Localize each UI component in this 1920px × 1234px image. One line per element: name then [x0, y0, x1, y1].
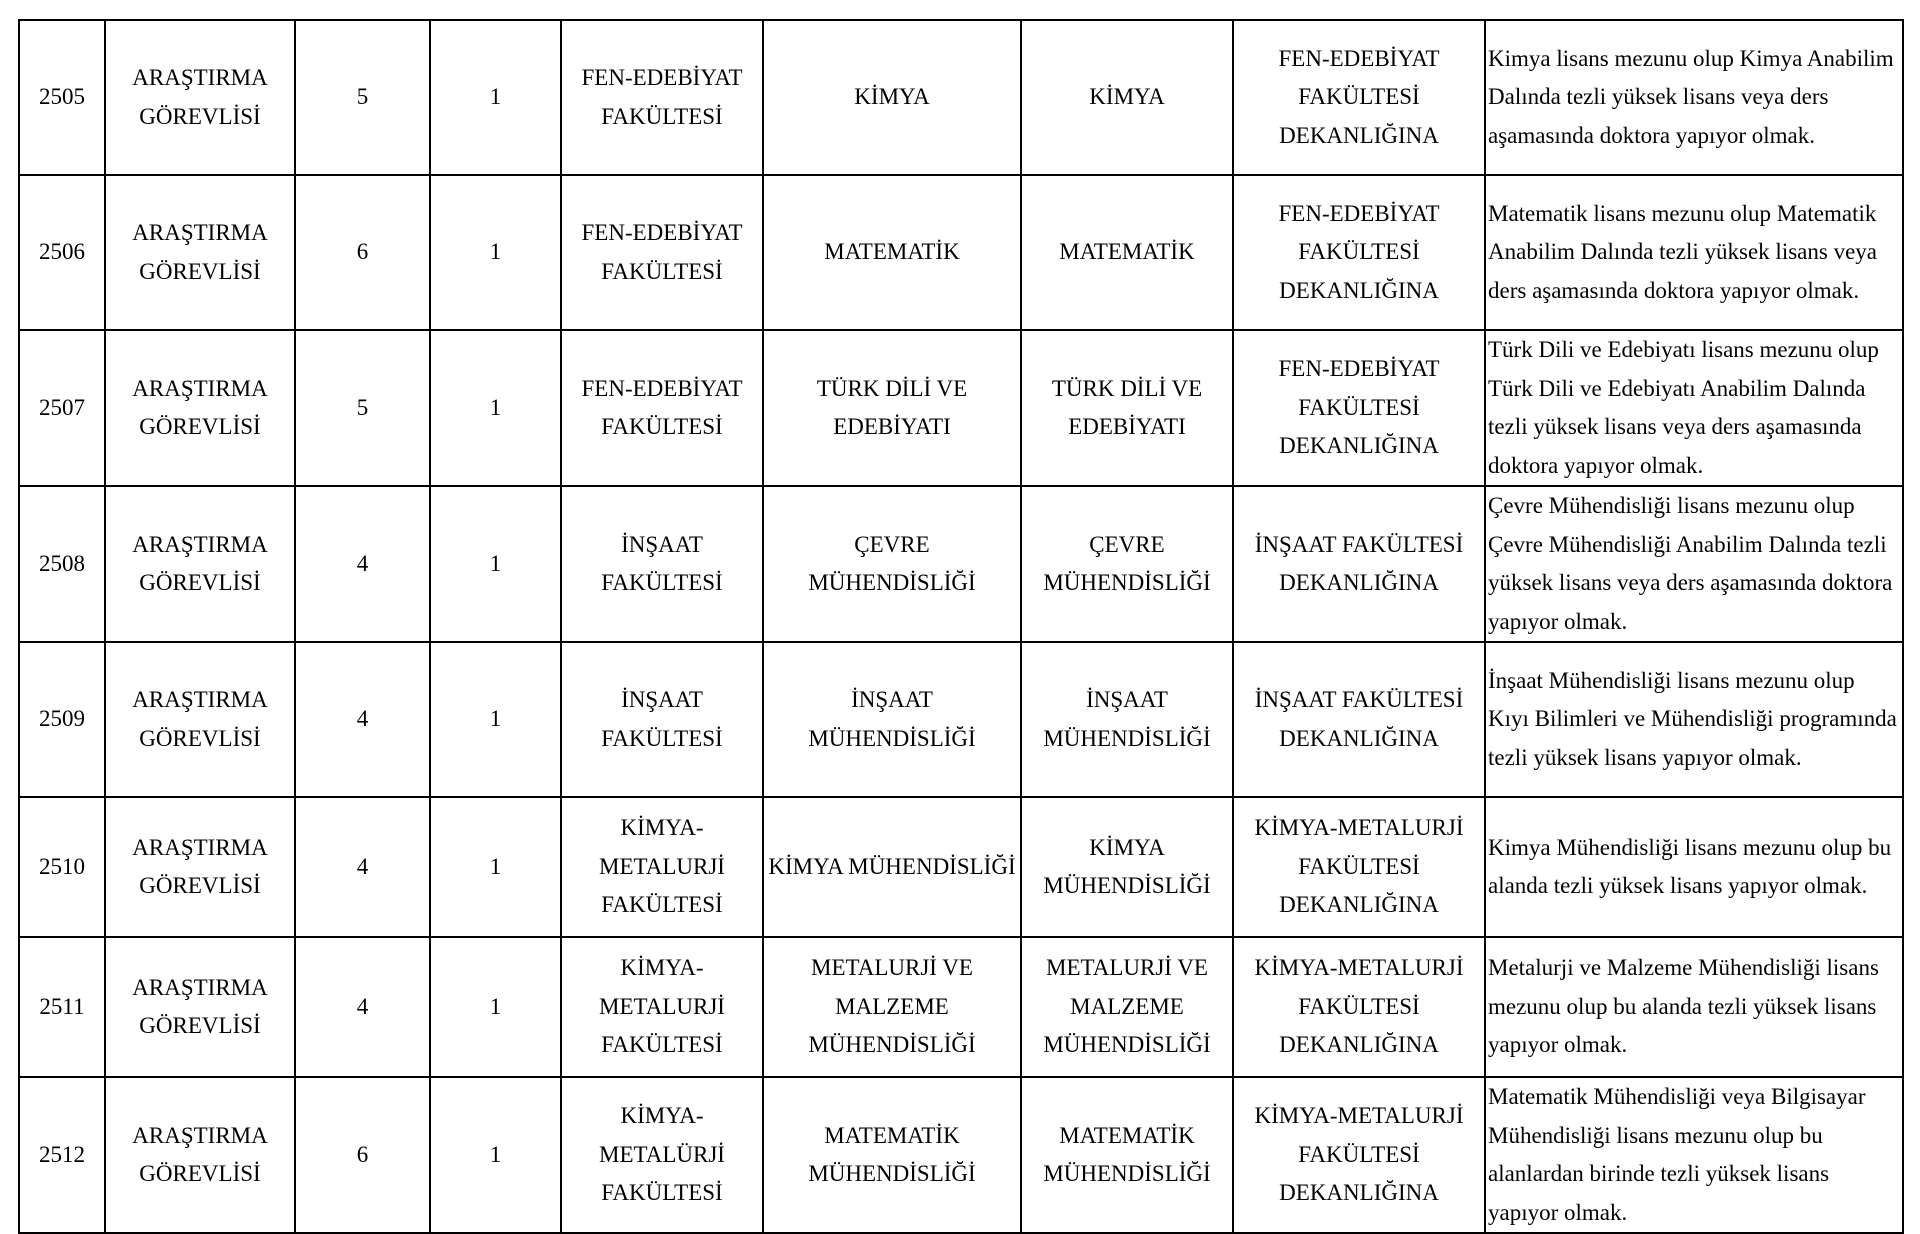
cell-unvan: ARAŞTIRMA GÖREVLİSİ [105, 330, 295, 486]
cell-birim: KİMYA-METALURJİ FAKÜLTESİ [561, 937, 763, 1077]
cell-aciklama: İnşaat Mühendisliği lisans mezunu olup Kıyı Bilimleri ve Mühendisliği programında tezli yüksek lisans yapıyor olmak. [1485, 642, 1903, 797]
cell-unvan: ARAŞTIRMA GÖREVLİSİ [105, 486, 295, 642]
cell-birim: İNŞAAT FAKÜLTESİ [561, 642, 763, 797]
cell-bolum: ÇEVRE MÜHENDİSLİĞİ [763, 486, 1021, 642]
cell-birim: KİMYA-METALÜRJİ FAKÜLTESİ [561, 1077, 763, 1233]
cell-anabilim-dali: TÜRK DİLİ VE EDEBİYATI [1021, 330, 1233, 486]
table-row [19, 937, 1903, 1077]
cell-ilan-no: 2511 [19, 937, 105, 1077]
cell-aciklama: Matematik Mühendisliği veya Bilgisayar Mühendisliği lisans mezunu olup bu alanlardan birinde tezli yüksek lisans yapıyor olmak. [1485, 1077, 1903, 1233]
cell-anabilim-dali: MATEMATİK MÜHENDİSLİĞİ [1021, 1077, 1233, 1233]
table-row [19, 1077, 1903, 1233]
cell-adet: 1 [430, 1077, 561, 1233]
cell-unvan: ARAŞTIRMA GÖREVLİSİ [105, 642, 295, 797]
cell-derece: 4 [295, 486, 430, 642]
cell-basvuru-yeri: KİMYA-METALURJİ FAKÜLTESİ DEKANLIĞINA [1233, 1077, 1485, 1233]
cell-adet: 1 [430, 642, 561, 797]
cell-bolum: MATEMATİK MÜHENDİSLİĞİ [763, 1077, 1021, 1233]
cell-ilan-no: 2508 [19, 486, 105, 642]
cell-basvuru-yeri: İNŞAAT FAKÜLTESİ DEKANLIĞINA [1233, 642, 1485, 797]
cell-anabilim-dali: ÇEVRE MÜHENDİSLİĞİ [1021, 486, 1233, 642]
cell-adet: 1 [430, 175, 561, 330]
cell-basvuru-yeri: FEN-EDEBİYAT FAKÜLTESİ DEKANLIĞINA [1233, 175, 1485, 330]
cell-adet: 1 [430, 20, 561, 175]
cell-derece: 6 [295, 1077, 430, 1233]
cell-adet: 1 [430, 486, 561, 642]
table-row [19, 797, 1903, 937]
table-row [19, 175, 1903, 330]
cell-basvuru-yeri: KİMYA-METALURJİ FAKÜLTESİ DEKANLIĞINA [1233, 797, 1485, 937]
cell-anabilim-dali: KİMYA MÜHENDİSLİĞİ [1021, 797, 1233, 937]
cell-adet: 1 [430, 937, 561, 1077]
cell-derece: 5 [295, 20, 430, 175]
cell-adet: 1 [430, 797, 561, 937]
cell-birim: FEN-EDEBİYAT FAKÜLTESİ [561, 20, 763, 175]
cell-bolum: İNŞAAT MÜHENDİSLİĞİ [763, 642, 1021, 797]
cell-birim: FEN-EDEBİYAT FAKÜLTESİ [561, 175, 763, 330]
table-row [19, 642, 1903, 797]
cell-unvan: ARAŞTIRMA GÖREVLİSİ [105, 20, 295, 175]
cell-aciklama: Çevre Mühendisliği lisans mezunu olup Çevre Mühendisliği Anabilim Dalında tezli yüksek lisans veya ders aşamasında doktora yapıyor olmak. [1485, 486, 1903, 642]
cell-ilan-no: 2507 [19, 330, 105, 486]
cell-birim: İNŞAAT FAKÜLTESİ [561, 486, 763, 642]
cell-basvuru-yeri: KİMYA-METALURJİ FAKÜLTESİ DEKANLIĞINA [1233, 937, 1485, 1077]
cell-aciklama: Kimya lisans mezunu olup Kimya Anabilim Dalında tezli yüksek lisans veya ders aşamasında doktora yapıyor olmak. [1485, 20, 1903, 175]
cell-aciklama: Metalurji ve Malzeme Mühendisliği lisans mezunu olup bu alanda tezli yüksek lisans yapıyor olmak. [1485, 937, 1903, 1077]
cell-birim: KİMYA-METALURJİ FAKÜLTESİ [561, 797, 763, 937]
cell-basvuru-yeri: FEN-EDEBİYAT FAKÜLTESİ DEKANLIĞINA [1233, 20, 1485, 175]
cell-aciklama: Matematik lisans mezunu olup Matematik Anabilim Dalında tezli yüksek lisans veya ders aşamasında doktora yapıyor olmak. [1485, 175, 1903, 330]
cell-derece: 4 [295, 937, 430, 1077]
cell-unvan: ARAŞTIRMA GÖREVLİSİ [105, 797, 295, 937]
cell-bolum: KİMYA [763, 20, 1021, 175]
cell-aciklama: Kimya Mühendisliği lisans mezunu olup bu alanda tezli yüksek lisans yapıyor olmak. [1485, 797, 1903, 937]
cell-birim: FEN-EDEBİYAT FAKÜLTESİ [561, 330, 763, 486]
cell-bolum: MATEMATİK [763, 175, 1021, 330]
table-row [19, 486, 1903, 642]
positions-table [18, 19, 1904, 1234]
cell-anabilim-dali: KİMYA [1021, 20, 1233, 175]
cell-anabilim-dali: METALURJİ VE MALZEME MÜHENDİSLİĞİ [1021, 937, 1233, 1077]
cell-derece: 4 [295, 797, 430, 937]
document-page [18, 19, 1904, 1234]
table-row [19, 20, 1903, 175]
table-row [19, 330, 1903, 486]
cell-anabilim-dali: İNŞAAT MÜHENDİSLİĞİ [1021, 642, 1233, 797]
cell-derece: 6 [295, 175, 430, 330]
cell-ilan-no: 2505 [19, 20, 105, 175]
cell-unvan: ARAŞTIRMA GÖREVLİSİ [105, 1077, 295, 1233]
cell-ilan-no: 2512 [19, 1077, 105, 1233]
cell-bolum: METALURJİ VE MALZEME MÜHENDİSLİĞİ [763, 937, 1021, 1077]
cell-ilan-no: 2509 [19, 642, 105, 797]
cell-unvan: ARAŞTIRMA GÖREVLİSİ [105, 937, 295, 1077]
cell-ilan-no: 2506 [19, 175, 105, 330]
cell-derece: 4 [295, 642, 430, 797]
cell-basvuru-yeri: İNŞAAT FAKÜLTESİ DEKANLIĞINA [1233, 486, 1485, 642]
cell-bolum: TÜRK DİLİ VE EDEBİYATI [763, 330, 1021, 486]
cell-anabilim-dali: MATEMATİK [1021, 175, 1233, 330]
cell-adet: 1 [430, 330, 561, 486]
cell-aciklama: Türk Dili ve Edebiyatı lisans mezunu olup Türk Dili ve Edebiyatı Anabilim Dalında tezli yüksek lisans veya ders aşamasında doktora yapıyor olmak. [1485, 330, 1903, 486]
cell-unvan: ARAŞTIRMA GÖREVLİSİ [105, 175, 295, 330]
cell-derece: 5 [295, 330, 430, 486]
cell-ilan-no: 2510 [19, 797, 105, 937]
cell-basvuru-yeri: FEN-EDEBİYAT FAKÜLTESİ DEKANLIĞINA [1233, 330, 1485, 486]
cell-bolum: KİMYA MÜHENDİSLİĞİ [763, 797, 1021, 937]
